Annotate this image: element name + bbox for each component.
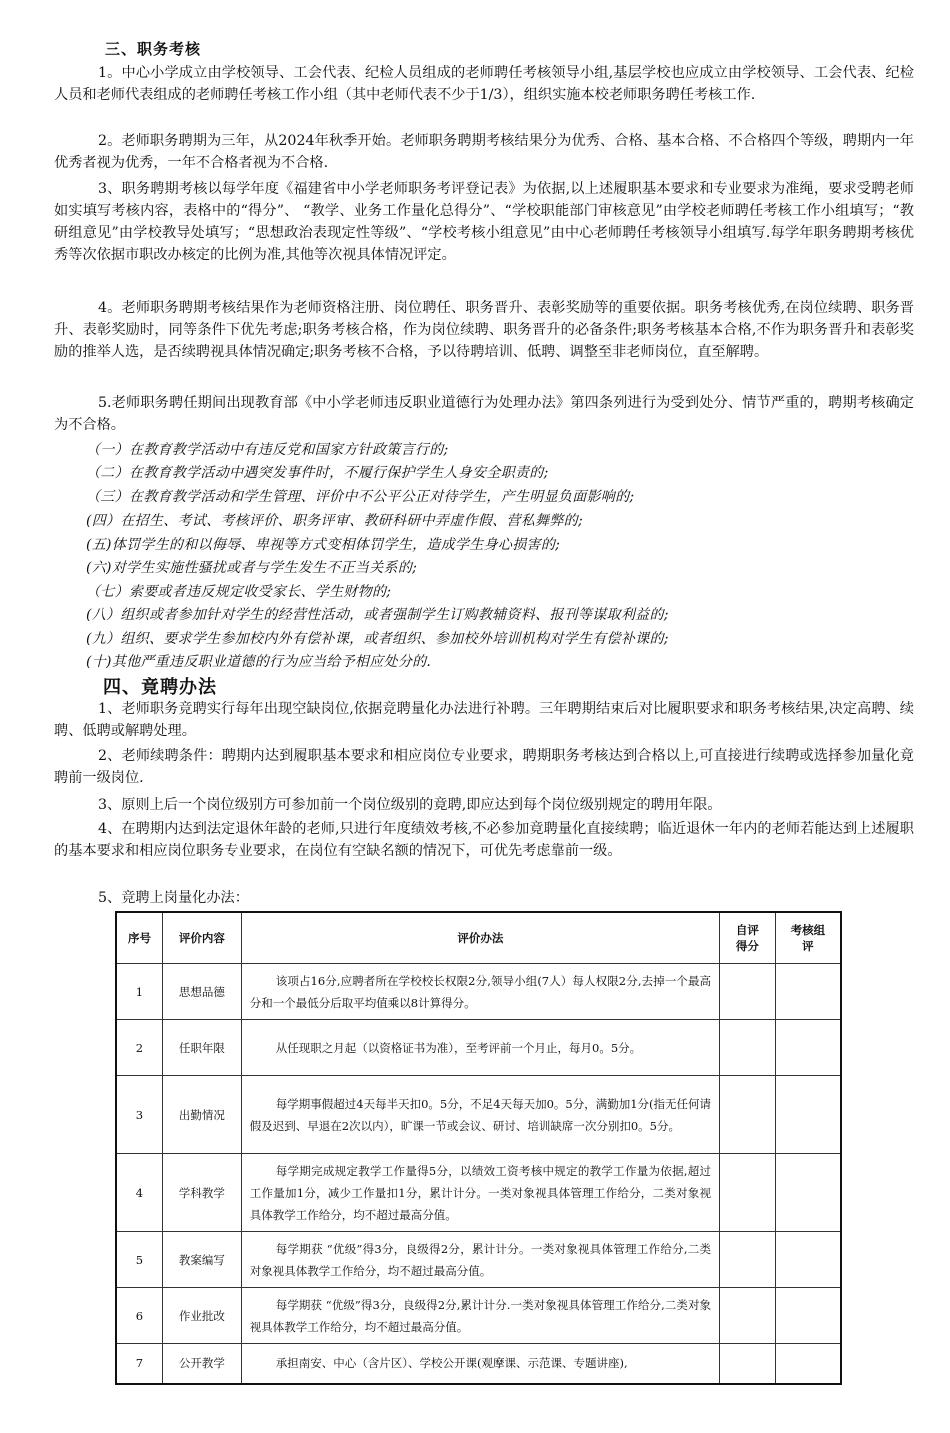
table-row [116, 1344, 841, 1384]
table-row [116, 1076, 841, 1154]
section-4-paragraph-4: 4、在聘期内达到法定退休年龄的老师,只进行年度绩效考核,不必参加竟聘量化直接续聘；临近退休一年内的老师若能达到上述履职的基本要求和相应岗位职务专业要求，在岗位有空缺名额的情况下，可优先考虑靠前一级。 [54, 821, 914, 859]
violation-item-1: （一）在教育教学活动中有违反党和国家方针政策言行的; [86, 442, 449, 458]
row-method: 从任现职之月起（以资格证书为准），至考评前一个月止，每月0。5分。 [241, 1020, 719, 1076]
header-item: 评价内容 [162, 912, 241, 964]
row-self-score [720, 1232, 776, 1288]
table-row [116, 964, 841, 1020]
row-no: 4 [116, 1154, 162, 1232]
violation-item-8: (八）组织或者参加针对学生的经营性活动，或者强制学生订购教辅资料、报刊等谋取利益的; [86, 607, 669, 623]
violation-item-5: (五)体罚学生的和以侮辱、卑视等方式变相体罚学生，造成学生身心损害的; [86, 537, 561, 553]
section-4-paragraph-3: 3、原则上后一个岗位级别方可参加前一个岗位级别的竟聘,即应达到每个岗位级别规定的聘用年限。 [98, 797, 722, 813]
row-group-score [775, 964, 841, 1020]
section-4-paragraph-1: 1、老师职务竞聘实行每年出现空缺岗位,依据竞聘量化办法进行补聘。三年聘期结束后对比履职要求和职务考核结果,决定高聘、续聘、低聘或解聘处理。 [54, 701, 914, 739]
section-4-paragraph-2: 2、老师续聘条件：聘期内达到履职基本要求和相应岗位专业要求，聘期职务考核达到合格以上,可直接进行续聘或选择参加量化竟聘前一级岗位. [54, 748, 914, 786]
section-3-paragraph-2: 2。老师职务聘期为三年，从2024年秋季开始。老师职务聘期考核结果分为优秀、合格、基本合格、不合格四个等级，聘期内一年优秀者视为优秀，一年不合格者视为不合格. [54, 133, 914, 171]
violation-item-3: （三）在教育教学活动和学生管理、评价中不公平公正对待学生，产生明显负面影响的; [86, 489, 635, 505]
row-item: 学科教学 [162, 1154, 241, 1232]
scoring-table [115, 911, 842, 1385]
row-self-score [720, 964, 776, 1020]
row-self-score [720, 1076, 776, 1154]
header-group-line-2: 评 [802, 939, 814, 953]
header-group-line-1: 考核组 [790, 923, 826, 937]
row-group-score [775, 1288, 841, 1344]
row-item: 作业批改 [162, 1288, 241, 1344]
section-4-title: 四、竟聘办法 [103, 677, 217, 698]
row-no: 7 [116, 1344, 162, 1384]
header-self-line-2: 得分 [735, 939, 759, 953]
row-group-score [775, 1344, 841, 1384]
row-group-score [775, 1232, 841, 1288]
row-no: 6 [116, 1288, 162, 1344]
section-3-paragraph-4: 4。老师职务聘期考核结果作为老师资格注册、岗位聘任、职务晋升、表彰奖励等的重要依据。职务考核优秀,在岗位续聘、职务晋升、表彰奖励时，同等条件下优先考虑;职务考核合格，作为岗位续聘、职务晋升的必备条件;职务考核基本合格,不作为职务晋升和表彰奖励的推举人选，是否续聘视具体情况确定;职务考核不合格，予以待聘培训、低聘、调整至非老师岗位，直至解聘。 [54, 300, 914, 360]
section-3-paragraph-5: 5.老师职务聘任期间出现教育部《中小学老师违反职业道德行为处理办法》第四条列进行为受到处分、情节严重的，聘期考核确定为不合格。 [54, 395, 914, 433]
row-item: 任职年限 [162, 1020, 241, 1076]
section-3-paragraph-3: 3、职务聘期考核以每学年度《福建省中小学老师职务考评登记表》为依据,以上述履职基本要求和专业要求为准绳，要求受聘老师如实填写考核内容，表格中的“得分”、 “教学、业务工作量化总得分”、“学校职能部门审核意见”由学校老师聘任考核工作小组填写；“教研组意见”由学校教导处填写；“思想政治表现定性等级”、“学校考核小组意见”由中心老师聘任考核领导小组填写.每学年职务聘期考核优秀等次依据市职改办核定的比例为准,其他等次视具体情况评定。 [54, 181, 914, 263]
table-row [116, 1232, 841, 1288]
violation-item-9: (九）组织、要求学生参加校内外有偿补课，或者组织、参加校外培训机构对学生有偿补课的; [86, 631, 669, 647]
row-method: 每学期事假超过4天每半天扣0。5分，不足4天每天加0。5分，满勤加1分(指无任何请假及迟到、早退在2次以内），旷课一节或会议、研讨、培训缺席一次分别扣0。5分。 [241, 1076, 719, 1154]
header-no: 序号 [116, 912, 162, 964]
row-method: 该项占16分,应聘者所在学校校长权限2分,领导小组(7人）每人权限2分,去掉一个最高分和一个最低分后取平均值乘以8计算得分。 [241, 964, 719, 1020]
violation-item-4: (四）在招生、考试、考核评价、职务评审、教研科研中弄虚作假、营私舞弊的; [86, 513, 583, 529]
row-no: 1 [116, 964, 162, 1020]
row-self-score [720, 1154, 776, 1232]
row-method: 承担南安、中心（含片区）、学校公开课(观摩课、示范课、专题讲座), [241, 1344, 719, 1384]
table-row [116, 1154, 841, 1232]
row-method: 每学期完成规定教学工作量得5分，以绩效工资考核中规定的教学工作量为依据,超过工作量加1分，减少工作量扣1分，累计计分。一类对象视具体管理工作给分，二类对象视具体教学工作给分，均不超过最高分值。 [241, 1154, 719, 1232]
table-header-row [116, 912, 841, 964]
violation-item-10: (十)其他严重违反职业道德的行为应当给予相应处分的. [86, 654, 432, 670]
row-item: 公开教学 [162, 1344, 241, 1384]
header-self-score [720, 912, 776, 964]
row-group-score [775, 1076, 841, 1154]
row-self-score [720, 1288, 776, 1344]
section-4-paragraph-5: 5、竞聘上岗量化办法： [98, 890, 249, 906]
row-item: 思想品德 [162, 964, 241, 1020]
row-no: 2 [116, 1020, 162, 1076]
section-3-title: 三、职务考核 [105, 40, 202, 58]
row-self-score [720, 1020, 776, 1076]
row-method: 每学期获 “优级”得3分，良级得2分，累计计分。一类对象视具体管理工作给分,二类对象视具体教学工作给分，均不超过最高分值。 [241, 1232, 719, 1288]
row-no: 3 [116, 1076, 162, 1154]
row-item: 出勤情况 [162, 1076, 241, 1154]
header-method: 评价办法 [241, 912, 719, 964]
row-item: 教案编写 [162, 1232, 241, 1288]
row-group-score [775, 1020, 841, 1076]
row-group-score [775, 1154, 841, 1232]
violation-item-6: (六)对学生实施性骚扰或者与学生发生不正当关系的; [86, 560, 418, 576]
header-group-score [775, 912, 841, 964]
header-self-line-1: 自评 [735, 923, 759, 937]
violation-item-7: （七）索要或者违反规定收受家长、学生财物的; [86, 584, 392, 600]
section-3-paragraph-1: 1。中心小学成立由学校领导、工会代表、纪检人员组成的老师聘任考核领导小组,基层学校也应成立由学校领导、工会代表、纪检人员和老师代表组成的老师聘任考核工作小组（其中老师代表不少于1/3），组织实施本校老师职务聘任考核工作. [54, 65, 914, 103]
table-row [116, 1288, 841, 1344]
violation-item-2: （二）在教育教学活动中遇突发事件时，不履行保护学生人身安全职责的; [86, 465, 549, 481]
row-no: 5 [116, 1232, 162, 1288]
table-row [116, 1020, 841, 1076]
row-self-score [720, 1344, 776, 1384]
row-method: 每学期获 “优级”得3分，良级得2分,累计计分.一类对象视具体管理工作给分,二类对象视具体教学工作给分，均不超过最高分值。 [241, 1288, 719, 1344]
